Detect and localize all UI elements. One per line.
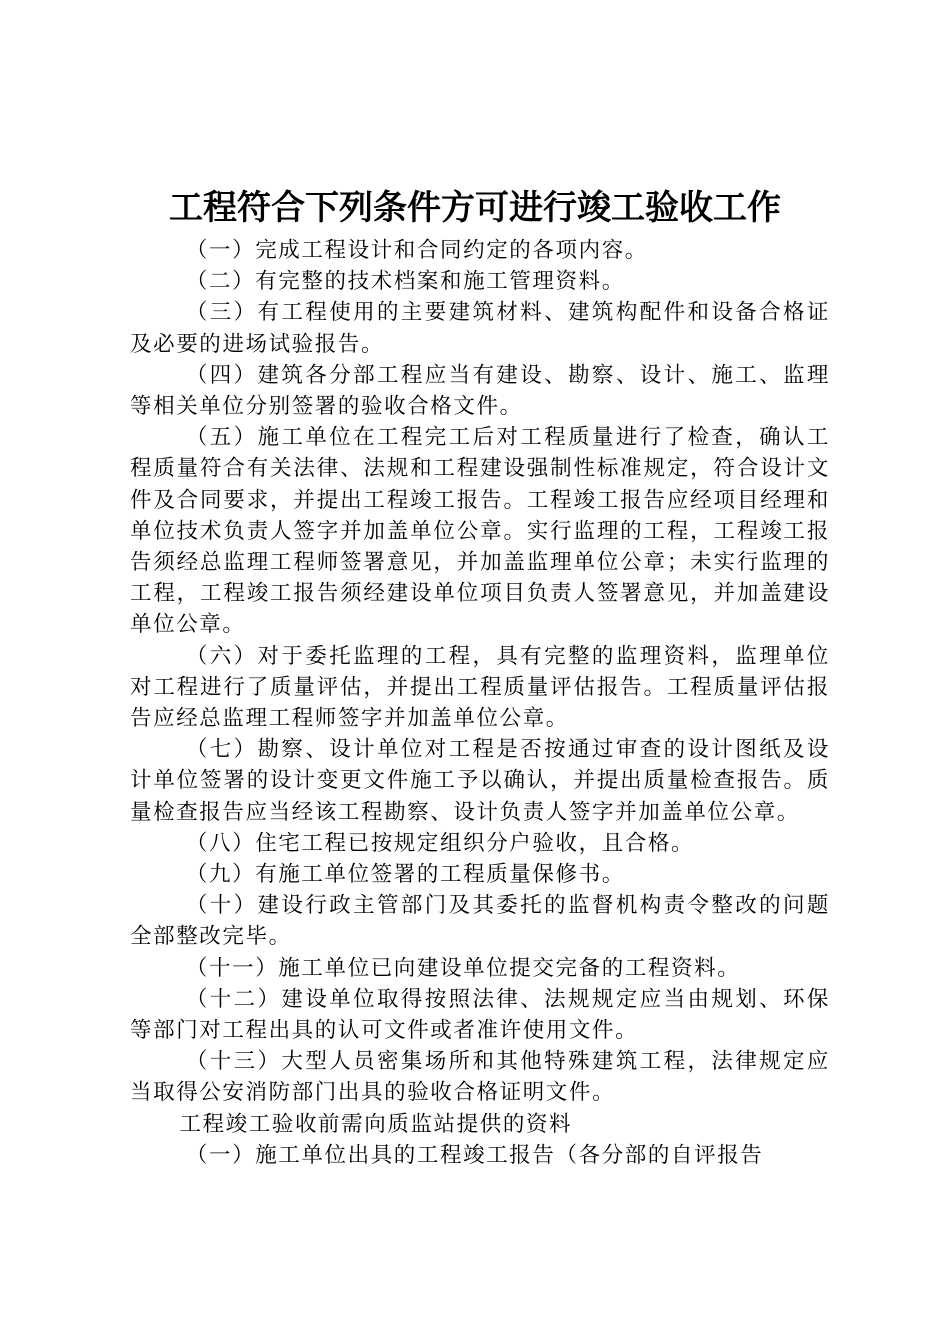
document-title: 工程符合下列条件方可进行竣工验收工作 (169, 188, 781, 228)
paragraph-item-5: （五）施工单位在工程完工后对工程质量进行了检查，确认工程质量符合有关法律、法规和工程建设强制性标准规定，符合设计文件及合同要求，并提出工程竣工报告。工程竣工报告应经项目经理和单位技术负责人签字并加盖单位公章。实行监理的工程，工程竣工报告须经总监理工程师签署意见，并加盖监理单位公章；未实行监理的工程，工程竣工报告须经建设单位项目负责人签署意见，并加盖建设单位公章。 (130, 425, 830, 638)
document-body (130, 235, 830, 1171)
paragraph-item-13: （十三）大型人员密集场所和其他特殊建筑工程，法律规定应当取得公安消防部门出具的验收合格证明文件。 (130, 1049, 830, 1106)
paragraph-item-6: （六）对于委托监理的工程，具有完整的监理资料，监理单位对工程进行了质量评估，并提出工程质量评估报告。工程质量评估报告应经总监理工程师签字并加盖单位公章。 (130, 643, 830, 732)
paragraph-item-9: （九）有施工单位签署的工程质量保修书。 (185, 862, 625, 888)
paragraph-item-10: （十）建设行政主管部门及其委托的监督机构责令整改的问题全部整改完毕。 (130, 893, 830, 950)
paragraph-item-1: （一）完成工程设计和合同约定的各项内容。 (185, 238, 648, 263)
paragraph-item-2: （二）有完整的技术档案和施工管理资料。 (185, 269, 625, 295)
paragraph-item-12: （十二）建设单位取得按照法律、法规规定应当由规划、环保等部门对工程出具的认可文件或者准许使用文件。 (130, 986, 830, 1044)
section-heading: 工程竣工验收前需向质监站提供的资料 (179, 1111, 573, 1137)
paragraph-item-11: （十一）施工单位已向建设单位提交完备的工程资料。 (185, 955, 741, 981)
paragraph-item-7: （七）勘察、设计单位对工程是否按通过审查的设计图纸及设计单位签署的设计变更文件施工予以确认，并提出质量检查报告。质量检查报告应当经该工程勘察、设计负责人签字并加盖单位公章。 (130, 737, 830, 825)
paragraph-item-3: （三）有工程使用的主要建筑材料、建筑构配件和设备合格证及必要的进场试验报告。 (130, 300, 830, 357)
paragraph-item-4: （四）建筑各分部工程应当有建设、勘察、设计、施工、监理等相关单位分别签署的验收合格文件。 (130, 362, 830, 420)
paragraph-item-14: （一）施工单位出具的工程竣工报告（各分部的自评报告 (185, 1142, 764, 1168)
paragraph-item-8: （八）住宅工程已按规定组织分户验收，且合格。 (185, 830, 695, 856)
